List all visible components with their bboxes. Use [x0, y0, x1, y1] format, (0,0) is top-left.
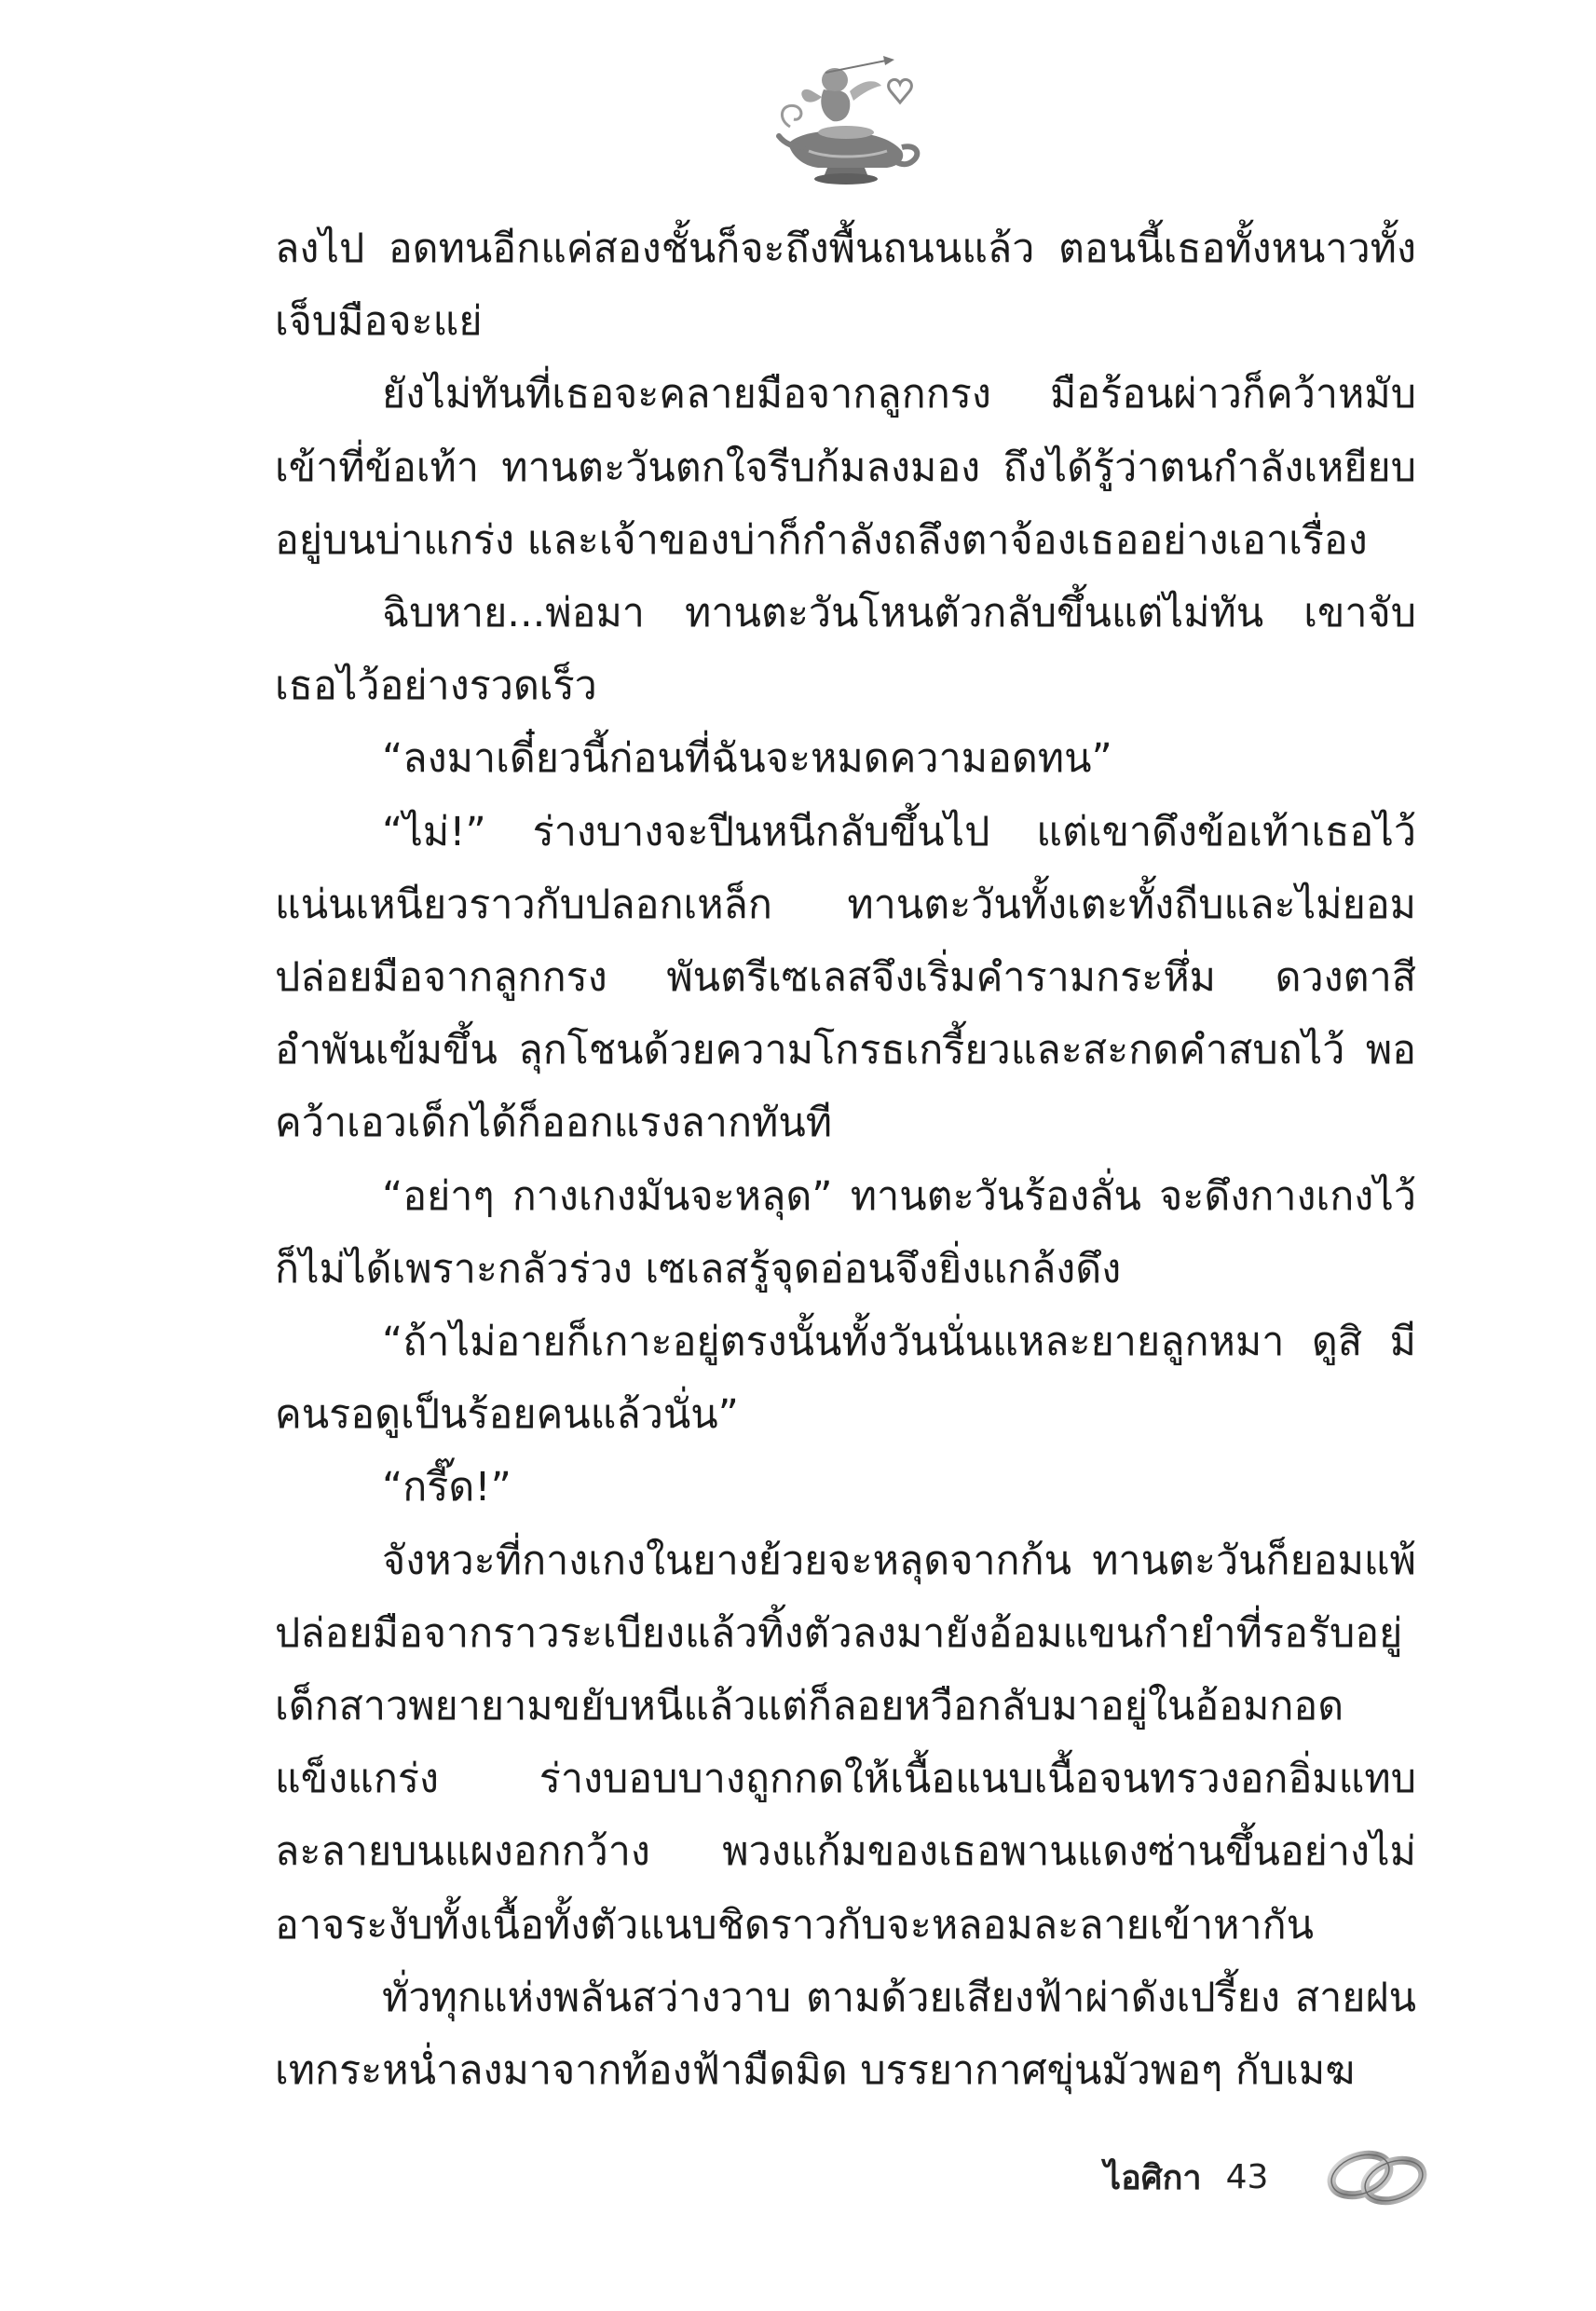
genie-lamp-icon — [771, 54, 930, 194]
page-number: 43 — [1225, 2157, 1269, 2196]
paragraph: ฉิบหาย...พ่อมา ทานตะวันโหนตัวกลับขึ้นแต่ไม่ทัน เขาจับเธอไว้อย่างรวดเร็ว — [275, 590, 1416, 710]
paragraph: “ไม่!” ร่างบางจะปีนหนีกลับขึ้นไป แต่เขาดึงข้อเท้าเธอไว้แน่นเหนียวราวกับปลอกเหล็ก ทานตะวันทั้งเตะทั้งถีบและไม่ยอมปล่อยมือจากลูกกรง พันตรีเซเลสจึงเริ่มคำรามกระหึ่ม ดวงตาสีอำพันเข้มขึ้น ลุกโชนด้วยความโกรธเกรี้ยวและสะกดคำสบถไว้ พอคว้าเอวเด็กได้ก็ออกแรงลากทันที — [275, 808, 1416, 1147]
book-title: ไอศิกา — [1104, 2158, 1202, 2197]
paragraph: ยังไม่ทันที่เธอจะคลายมือจากลูกกรง มือร้อนผ่าวก็คว้าหมับเข้าที่ข้อเท้า ทานตะวันตกใจรีบก้มลงมอง ถึงได้รู้ว่าตนกำลังเหยียบอยู่บนบ่าแกร่ง และเจ้าของบ่าก็กำลังถลึงตาจ้องเธออย่างเอาเรื่อง — [275, 371, 1416, 564]
paragraph: “ลงมาเดี๋ยวนี้ก่อนที่ฉันจะหมดความอดทน” — [382, 735, 1112, 783]
paragraph: ลงไป อดทนอีกแค่สองชั้นก็จะถึงพื้นถนนแล้ว ตอนนี้เธอทั้งหนาวทั้งเจ็บมือจะแย่ — [275, 226, 1416, 346]
wedding-rings-icon — [1321, 2143, 1433, 2208]
page-footer — [1104, 2151, 1268, 2203]
paragraph: “อย่าๆ กางเกงมันจะหลุด” ทานตะวันร้องลั่น จะดึงกางเกงไว้ก็ไม่ได้เพราะกลัวร่วง เซเลสรู้จุดอ่อนจึงยิ่งแกล้งดึง — [275, 1172, 1416, 1292]
paragraph: “กรี๊ด!” — [382, 1464, 512, 1511]
body-text — [275, 212, 1416, 2107]
paragraph: “ถ้าไม่อายก็เกาะอยู่ตรงนั้นทั้งวันนั่นแหละยายลูกหมา ดูสิ มีคนรอดูเป็นร้อยคนแล้วนั่น” — [275, 1319, 1416, 1439]
paragraph: ทั่วทุกแห่งพลันสว่างวาบ ตามด้วยเสียงฟ้าผ่าดังเปรี้ยง สายฝนเทกระหน่ำลงมาจากท้องฟ้ามืดมิด บรรยากาศขุ่นมัวพอๆ กับเมฆ — [275, 1974, 1416, 2095]
paragraph: จังหวะที่กางเกงในยางย้วยจะหลุดจากก้น ทานตะวันก็ยอมแพ้ปล่อยมือจากราวระเบียงแล้วทิ้งตัวลงมายังอ้อมแขนกำยำที่รอรับอยู่ เด็กสาวพยายามขยับหนีแล้วแต่ก็ลอยหวือกลับมาอยู่ในอ้อมกอดแข็งแกร่ง ร่างบอบบางถูกกดให้เนื้อแนบเนื้อจนทรวงอกอิ่มแทบละลายบนแผงอกกว้าง พวงแก้มของเธอพานแดงซ่านขึ้นอย่างไม่อาจระงับทั้งเนื้อทั้งตัวแนบชิดราวกับจะหลอมละลายเข้าหากัน — [275, 1537, 1416, 1949]
